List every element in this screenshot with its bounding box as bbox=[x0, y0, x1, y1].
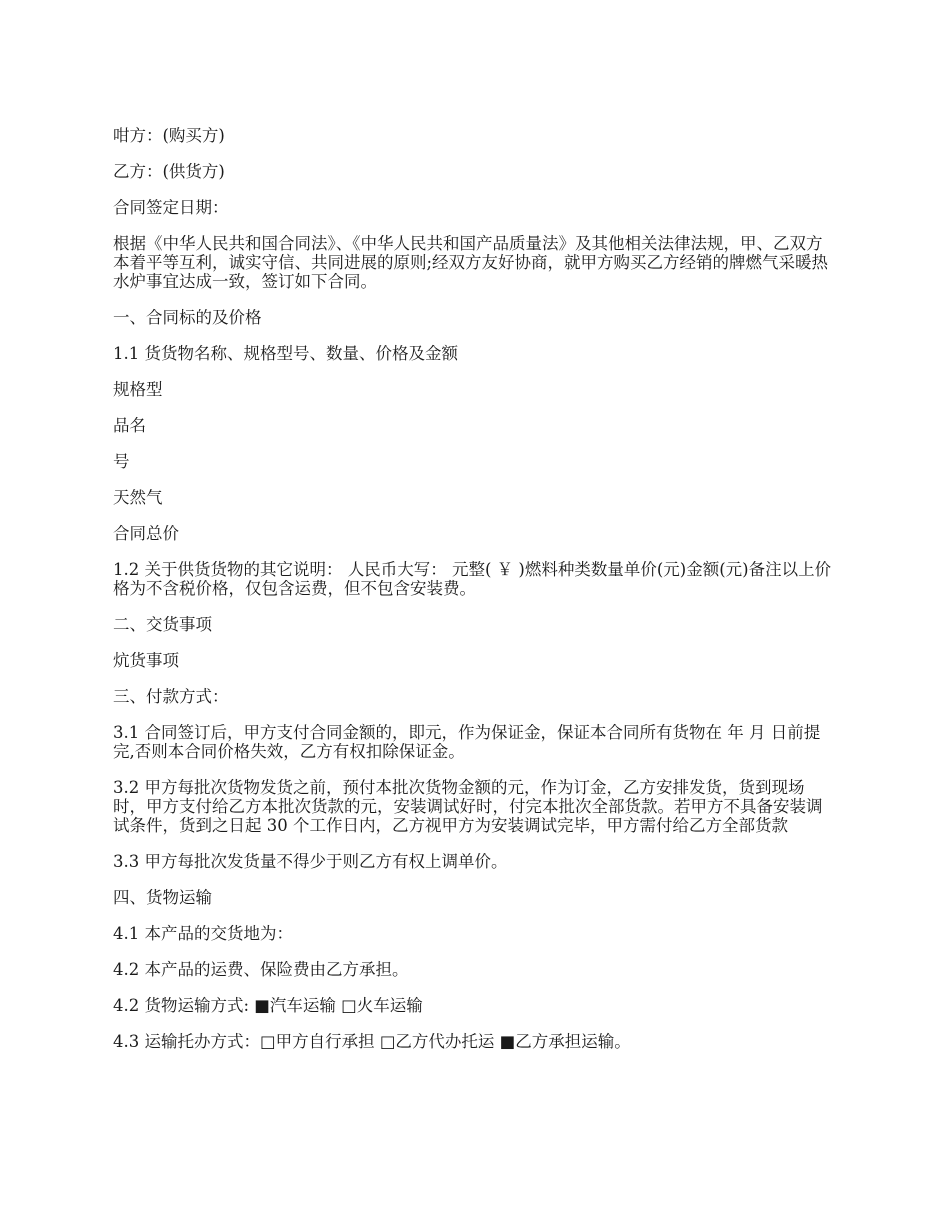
document-body bbox=[113, 126, 833, 1068]
section-heading-1: 一、合同标的及价格 bbox=[113, 308, 262, 327]
table-cell-gas: 天然气 bbox=[113, 488, 163, 507]
clause-1-1: 1.1 货货物名称、规格型号、数量、价格及金额 bbox=[113, 344, 458, 363]
table-cell-spec: 规格型 bbox=[113, 380, 163, 399]
clause-4-2-freight: 4.2 本产品的运费、保险费由乙方承担。 bbox=[113, 960, 409, 979]
table-cell-total: 合同总价 bbox=[113, 524, 179, 543]
section-heading-2: 二、交货事项 bbox=[113, 615, 212, 634]
clause-4-1: 4.1 本产品的交货地为： bbox=[113, 924, 293, 943]
preamble-paragraph: 根据《中华人民共和国合同法》、《中华人民共和国产品质量法》及其他相关法律法规，甲、乙双方本着平等互利，诚实守信、共同进展的原则;经双方友好协商，就甲方购买乙方经销的牌燃气采暖热水炉事宜达成一致，签订如下合同。 bbox=[113, 234, 829, 291]
clause-3-3: 3.3 甲方每批次发货量不得少于则乙方有权上调单价。 bbox=[113, 852, 508, 871]
clause-3-2: 3.2 甲方每批次货物发货之前，预付本批次货物金额的元，作为订金，乙方安排发货，货到现场时，甲方支付给乙方本批次货款的元，安装调试好时，付完本批次全部货款。若甲方不具备安装调试条件，货到之日起 30 个工作日内，乙方视甲方为安装调试完毕，甲方需付给乙方全部货款 bbox=[113, 778, 823, 835]
party-a-line: 咁方：(购买方) bbox=[113, 126, 225, 145]
clause-1-2: 1.2 关于供货货物的其它说明： 人民币大写： 元整( ￥ )燃料种类数量单价(元)金额(元)备注以上价格为不含税价格，仅包含运费，但不包含安装费。 bbox=[113, 560, 832, 598]
clause-4-2-transport-mode: 4.2 货物运输方式: ■汽车运输 □火车运输 bbox=[113, 996, 423, 1015]
contract-date-line: 合同签定日期： bbox=[113, 198, 229, 217]
section-heading-3: 三、付款方式： bbox=[113, 687, 229, 706]
clause-3-1: 3.1 合同签订后，甲方支付合同金额的，即元，作为保证金，保证本合同所有货物在 年 月 日前提完,否则本合同价格失效，乙方有权扣除保证金。 bbox=[113, 723, 821, 761]
clause-4-3: 4.3 运输托办方式：□甲方自行承担 □乙方代办托运 ■乙方承担运输。 bbox=[113, 1032, 631, 1051]
table-cell-name: 品名 bbox=[113, 416, 146, 435]
party-b-line: 乙方：(供货方) bbox=[113, 162, 225, 181]
section-heading-4: 四、货物运输 bbox=[113, 888, 212, 907]
delivery-subheading: 炕货事项 bbox=[113, 651, 179, 670]
table-cell-number: 号 bbox=[113, 452, 130, 471]
